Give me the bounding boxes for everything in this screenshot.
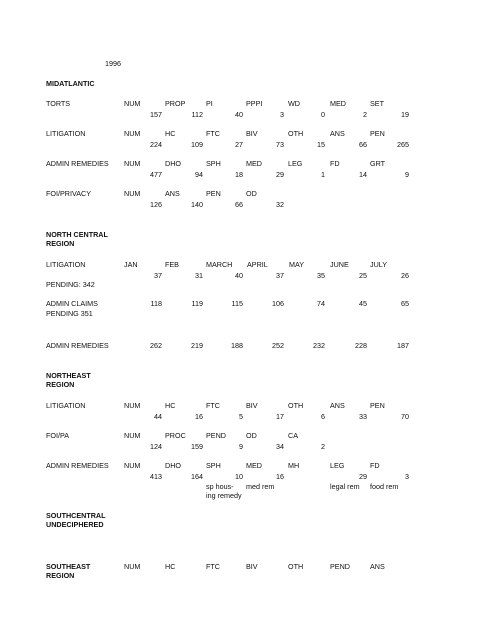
litigation-label: LITIGATION	[46, 129, 86, 138]
month-header: JULY	[370, 260, 388, 269]
pending-count: PENDING: 342	[46, 280, 95, 289]
ne-litigation-label: LITIGATION	[46, 401, 86, 410]
cell-value: 18	[235, 170, 243, 179]
column-header: LEG	[330, 461, 345, 470]
cell-value: 31	[195, 271, 203, 280]
cell-value: 164	[191, 472, 203, 481]
cell-value: 73	[276, 140, 284, 149]
torts-label: TORTS	[46, 99, 71, 108]
year-label: 1996	[105, 59, 121, 68]
cell-value: 16	[276, 472, 284, 481]
cell-value: 10	[235, 472, 243, 481]
southcentral-title: SOUTHCENTRAL	[46, 511, 106, 520]
column-header: SPH	[206, 159, 221, 168]
cell-value: 17	[276, 412, 284, 421]
column-header: BIV	[246, 129, 258, 138]
month-header: MAY	[289, 260, 305, 269]
cell-value: 224	[150, 140, 162, 149]
column-header: NUM	[124, 461, 141, 470]
cell-value: 19	[401, 110, 409, 119]
column-header: HC	[165, 401, 176, 410]
cell-value: 94	[195, 170, 203, 179]
southeast-title-2: REGION	[46, 571, 75, 580]
cell-value: 66	[359, 140, 367, 149]
column-header: GRT	[370, 159, 386, 168]
cell-value: 34	[276, 442, 284, 451]
column-header: ANS	[330, 401, 345, 410]
northeast-title-2: REGION	[46, 380, 75, 389]
cell-value: 262	[150, 341, 162, 350]
column-header: DHO	[165, 461, 181, 470]
cell-value: 29	[276, 170, 284, 179]
north-central-title: NORTH CENTRAL	[46, 230, 108, 239]
column-header: NUM	[124, 159, 141, 168]
column-header: MED	[246, 461, 262, 470]
column-header: BIV	[246, 401, 258, 410]
cell-value: 37	[154, 271, 162, 280]
month-header: APRIL	[247, 260, 268, 269]
column-header: PEND	[206, 431, 226, 440]
cell-value: 25	[359, 271, 367, 280]
column-header: PEN	[370, 129, 385, 138]
admin-remedies-label: ADMIN REMEDIES	[46, 159, 109, 168]
column-header: SET	[370, 99, 384, 108]
cell-value: 74	[317, 299, 325, 308]
cell-value: 9	[405, 170, 409, 179]
column-header: PEN	[370, 401, 385, 410]
nc-admin-remedies-label: ADMIN REMEDIES	[46, 341, 109, 350]
cell-value: 32	[276, 200, 284, 209]
cell-value: 35	[317, 271, 325, 280]
column-header: ANS	[165, 189, 180, 198]
cell-value: 1	[321, 170, 325, 179]
cell-value: 45	[359, 299, 367, 308]
column-header: OTH	[288, 401, 304, 410]
column-header: PEN	[206, 189, 221, 198]
column-header: MED	[246, 159, 262, 168]
column-header: PEND	[330, 562, 350, 571]
cell-value: 109	[191, 140, 203, 149]
cell-value: 118	[150, 299, 162, 308]
north-central-title-2: REGION	[46, 239, 75, 248]
column-header: MED	[330, 99, 346, 108]
nc-litigation-label: LITIGATION	[46, 260, 86, 269]
cell-value: 65	[401, 299, 409, 308]
column-header: FTC	[206, 401, 220, 410]
midatlantic-title: MIDATLANTIC	[46, 79, 95, 88]
cell-value: 115	[231, 299, 243, 308]
note-med-rem: med rem	[246, 482, 275, 491]
month-header: FEB	[165, 260, 179, 269]
column-header: ANS	[370, 562, 385, 571]
ne-admin-remedies-label: ADMIN REMEDIES	[46, 461, 109, 470]
cell-value: 124	[150, 442, 162, 451]
column-header: OD	[246, 431, 257, 440]
month-header: JAN	[124, 260, 138, 269]
column-header: FD	[330, 159, 340, 168]
note-legal-rem: legal rem	[330, 482, 360, 491]
cell-value: 106	[272, 299, 284, 308]
note-sp-housing: sp hous-	[206, 482, 234, 491]
cell-value: 140	[191, 200, 203, 209]
foi-privacy-label: FOI/PRIVACY	[46, 189, 91, 198]
cell-value: 14	[359, 170, 367, 179]
column-header: ANS	[330, 129, 345, 138]
cell-value: 5	[239, 412, 243, 421]
column-header: PROC	[165, 431, 186, 440]
cell-value: 252	[272, 341, 284, 350]
column-header: BIV	[246, 562, 258, 571]
column-header: PPPI	[246, 99, 263, 108]
southeast-title: SOUTHEAST	[46, 562, 91, 571]
admin-claims-label: ADMIN CLAIMS	[46, 299, 98, 308]
column-header: PROP	[165, 99, 186, 108]
foi-pa-label: FOI/PA	[46, 431, 70, 440]
column-header: DHO	[165, 159, 181, 168]
cell-value: 37	[276, 271, 284, 280]
cell-value: 16	[195, 412, 203, 421]
cell-value: 2	[363, 110, 367, 119]
cell-value: 219	[191, 341, 203, 350]
admin-claims-pending: PENDING 351	[46, 309, 93, 318]
cell-value: 126	[150, 200, 162, 209]
column-header: OTH	[288, 129, 304, 138]
column-header: LEG	[288, 159, 303, 168]
column-header: OD	[246, 189, 257, 198]
column-header: FTC	[206, 562, 220, 571]
cell-value: 188	[231, 341, 243, 350]
cell-value: 27	[235, 140, 243, 149]
column-header: SPH	[206, 461, 221, 470]
cell-value: 232	[313, 341, 325, 350]
northeast-title: NORTHEAST	[46, 371, 91, 380]
cell-value: 228	[355, 341, 367, 350]
cell-value: 477	[150, 170, 162, 179]
column-header: NUM	[124, 562, 141, 571]
cell-value: 15	[317, 140, 325, 149]
cell-value: 33	[359, 412, 367, 421]
cell-value: 112	[191, 110, 203, 119]
cell-value: 0	[321, 110, 325, 119]
column-header: OTH	[288, 562, 304, 571]
column-header: NUM	[124, 189, 141, 198]
cell-value: 413	[150, 472, 162, 481]
column-header: WD	[288, 99, 300, 108]
column-header: NUM	[124, 401, 141, 410]
column-header: FTC	[206, 129, 220, 138]
note-food-rem: food rem	[370, 482, 399, 491]
cell-value: 3	[280, 110, 284, 119]
column-header: PI	[206, 99, 213, 108]
column-header: CA	[288, 431, 298, 440]
cell-value: 44	[154, 412, 162, 421]
cell-value: 70	[401, 412, 409, 421]
column-header: NUM	[124, 99, 141, 108]
column-header: FD	[370, 461, 380, 470]
column-header: HC	[165, 562, 176, 571]
month-header: MARCH	[206, 260, 233, 269]
cell-value: 187	[397, 341, 409, 350]
cell-value: 157	[150, 110, 162, 119]
cell-value: 66	[235, 200, 243, 209]
cell-value: 6	[321, 412, 325, 421]
cell-value: 265	[397, 140, 409, 149]
note-sp-housing-2: ing remedy	[206, 491, 242, 500]
cell-value: 26	[401, 271, 409, 280]
cell-value: 3	[405, 472, 409, 481]
cell-value: 119	[191, 299, 203, 308]
cell-value: 2	[321, 442, 325, 451]
cell-value: 40	[235, 110, 243, 119]
cell-value: 9	[239, 442, 243, 451]
month-header: JUNE	[330, 260, 349, 269]
column-header: MH	[288, 461, 300, 470]
column-header: NUM	[124, 431, 141, 440]
southcentral-title-2: UNDECIPHERED	[46, 520, 104, 529]
column-header: NUM	[124, 129, 141, 138]
cell-value: 159	[191, 442, 203, 451]
cell-value: 29	[359, 472, 367, 481]
cell-value: 40	[235, 271, 243, 280]
column-header: HC	[165, 129, 176, 138]
